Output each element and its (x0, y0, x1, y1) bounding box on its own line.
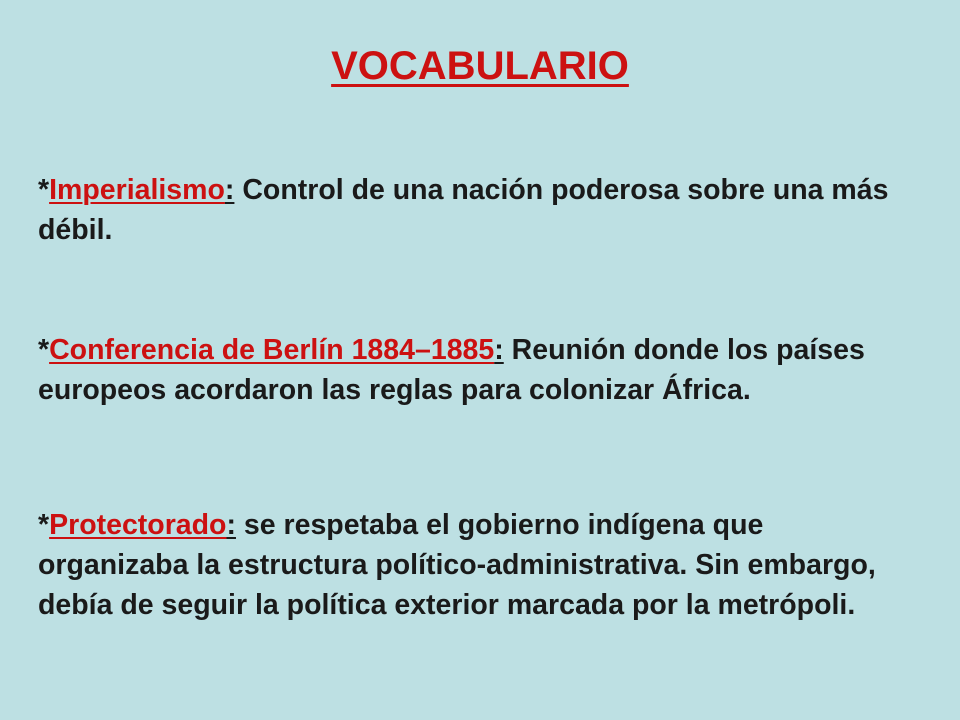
vocab-definition: Control de una nación poderosa sobre una más débil. (38, 174, 889, 246)
vocab-entry-conferencia-berlin (38, 330, 918, 410)
vocab-definition: se respetaba el gobierno indígena que organizaba la estructura político-administrativa. Sin embargo, debía de seguir la política exterior marcada por la metrópoli. (38, 509, 876, 621)
vocab-entry-imperialismo (38, 170, 918, 250)
asterisk-marker: * (38, 509, 50, 541)
vocab-term: Conferencia de Berlín 1884–1885 (49, 334, 495, 366)
vocab-term: Imperialismo (49, 174, 225, 206)
vocab-entry-protectorado (38, 505, 918, 625)
asterisk-marker: * (38, 334, 50, 366)
asterisk-marker: * (38, 174, 50, 206)
term-colon: : (224, 174, 235, 206)
term-colon: : (226, 509, 236, 541)
slide-title: VOCABULARIO (331, 44, 629, 88)
vocab-definition: Reunión donde los países europeos acordaron las reglas para colonizar África. (38, 334, 865, 406)
term-colon: : (494, 334, 504, 366)
vocab-term: Protectorado (49, 509, 227, 541)
